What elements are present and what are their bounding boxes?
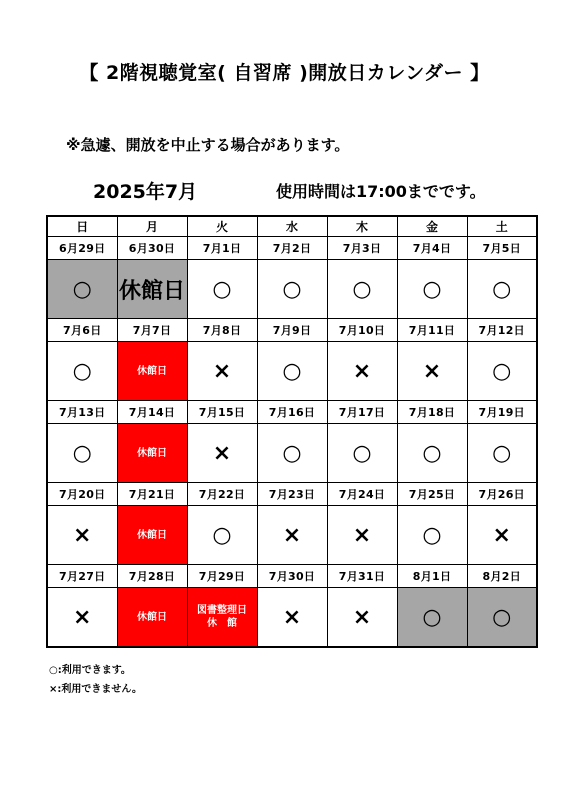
day-date: 7月31日 — [327, 564, 397, 587]
weekday-mon: 月 — [117, 216, 187, 237]
day-date: 7月7日 — [117, 318, 187, 341]
date-row — [47, 237, 537, 260]
weekday-header-row — [47, 216, 537, 237]
page-title: 【 2階視聴覚室( 自習席 )開放日カレンダー 】 — [79, 62, 490, 84]
day-date: 7月9日 — [257, 318, 327, 341]
day-date: 6月29日 — [47, 237, 117, 260]
closed-label: 図書整理日 休 館 — [187, 588, 257, 647]
closed-label: 休館日 — [117, 342, 187, 401]
day-date: 7月16日 — [257, 400, 327, 423]
unavailable-mark: × — [47, 506, 117, 565]
status-row — [47, 342, 537, 401]
available-mark: ○ — [327, 424, 397, 483]
date-row — [47, 318, 537, 341]
available-mark: ○ — [397, 260, 467, 319]
closed-label: 休館日 — [117, 506, 187, 565]
unavailable-mark: × — [327, 588, 397, 647]
day-date: 7月6日 — [47, 318, 117, 341]
legend-available: ○:利用できます。 — [49, 665, 131, 676]
day-date: 7月30日 — [257, 564, 327, 587]
day-date: 7月26日 — [467, 482, 537, 505]
day-date: 7月8日 — [187, 318, 257, 341]
unavailable-mark: × — [327, 506, 397, 565]
available-mark: ○ — [257, 342, 327, 401]
available-mark: ○ — [187, 260, 257, 319]
status-row — [47, 588, 537, 647]
available-mark: ○ — [327, 260, 397, 319]
unavailable-mark: × — [47, 588, 117, 647]
day-date: 7月22日 — [187, 482, 257, 505]
day-date: 7月4日 — [397, 237, 467, 260]
day-date: 7月1日 — [187, 237, 257, 260]
weekday-fri: 金 — [397, 216, 467, 237]
available-mark: ○ — [47, 260, 117, 319]
day-date: 7月2日 — [257, 237, 327, 260]
day-date: 7月12日 — [467, 318, 537, 341]
available-mark: ○ — [257, 260, 327, 319]
day-date: 7月15日 — [187, 400, 257, 423]
day-date: 7月24日 — [327, 482, 397, 505]
weekday-thu: 木 — [327, 216, 397, 237]
available-mark: ○ — [47, 342, 117, 401]
day-date: 7月5日 — [467, 237, 537, 260]
available-mark: ○ — [397, 424, 467, 483]
status-row — [47, 260, 537, 319]
day-date: 7月21日 — [117, 482, 187, 505]
day-date: 7月28日 — [117, 564, 187, 587]
suspension-notice: ※急遽、開放を中止する場合があります。 — [66, 136, 350, 154]
calendar-body — [47, 237, 537, 648]
day-date: 8月1日 — [397, 564, 467, 587]
date-row — [47, 564, 537, 587]
date-row — [47, 482, 537, 505]
day-date: 7月14日 — [117, 400, 187, 423]
weekday-sat: 土 — [467, 216, 537, 237]
closed-label: 休館日 — [117, 424, 187, 483]
available-mark: ○ — [257, 424, 327, 483]
day-date: 7月17日 — [327, 400, 397, 423]
day-date: 7月25日 — [397, 482, 467, 505]
available-mark: ○ — [47, 424, 117, 483]
unavailable-mark: × — [467, 506, 537, 565]
unavailable-mark: × — [187, 424, 257, 483]
status-row — [47, 506, 537, 565]
day-date: 7月11日 — [397, 318, 467, 341]
legend-unavailable: ×:利用できません。 — [49, 684, 142, 695]
day-date: 7月13日 — [47, 400, 117, 423]
status-row — [47, 424, 537, 483]
weekday-wed: 水 — [257, 216, 327, 237]
day-date: 7月19日 — [467, 400, 537, 423]
hours-label: 使用時間は17:00までです。 — [276, 182, 486, 201]
unavailable-mark: × — [257, 588, 327, 647]
day-date: 7月10日 — [327, 318, 397, 341]
unavailable-mark: × — [397, 342, 467, 401]
weekday-sun: 日 — [47, 216, 117, 237]
weekday-tue: 火 — [187, 216, 257, 237]
available-mark: ○ — [397, 506, 467, 565]
day-date: 7月18日 — [397, 400, 467, 423]
day-date: 7月29日 — [187, 564, 257, 587]
date-row — [47, 400, 537, 423]
unavailable-mark: × — [257, 506, 327, 565]
available-mark: ○ — [397, 588, 467, 647]
unavailable-mark: × — [327, 342, 397, 401]
day-date: 7月20日 — [47, 482, 117, 505]
available-mark: ○ — [467, 588, 537, 647]
day-date: 8月2日 — [467, 564, 537, 587]
day-date: 6月30日 — [117, 237, 187, 260]
month-label: 2025年7月 — [93, 181, 198, 203]
closed-label: 休館日 — [117, 260, 187, 319]
day-date: 7月23日 — [257, 482, 327, 505]
available-mark: ○ — [467, 424, 537, 483]
unavailable-mark: × — [187, 342, 257, 401]
available-mark: ○ — [467, 342, 537, 401]
calendar-table — [46, 215, 538, 648]
day-date: 7月3日 — [327, 237, 397, 260]
day-date: 7月27日 — [47, 564, 117, 587]
closed-label: 休館日 — [117, 588, 187, 647]
available-mark: ○ — [467, 260, 537, 319]
available-mark: ○ — [187, 506, 257, 565]
